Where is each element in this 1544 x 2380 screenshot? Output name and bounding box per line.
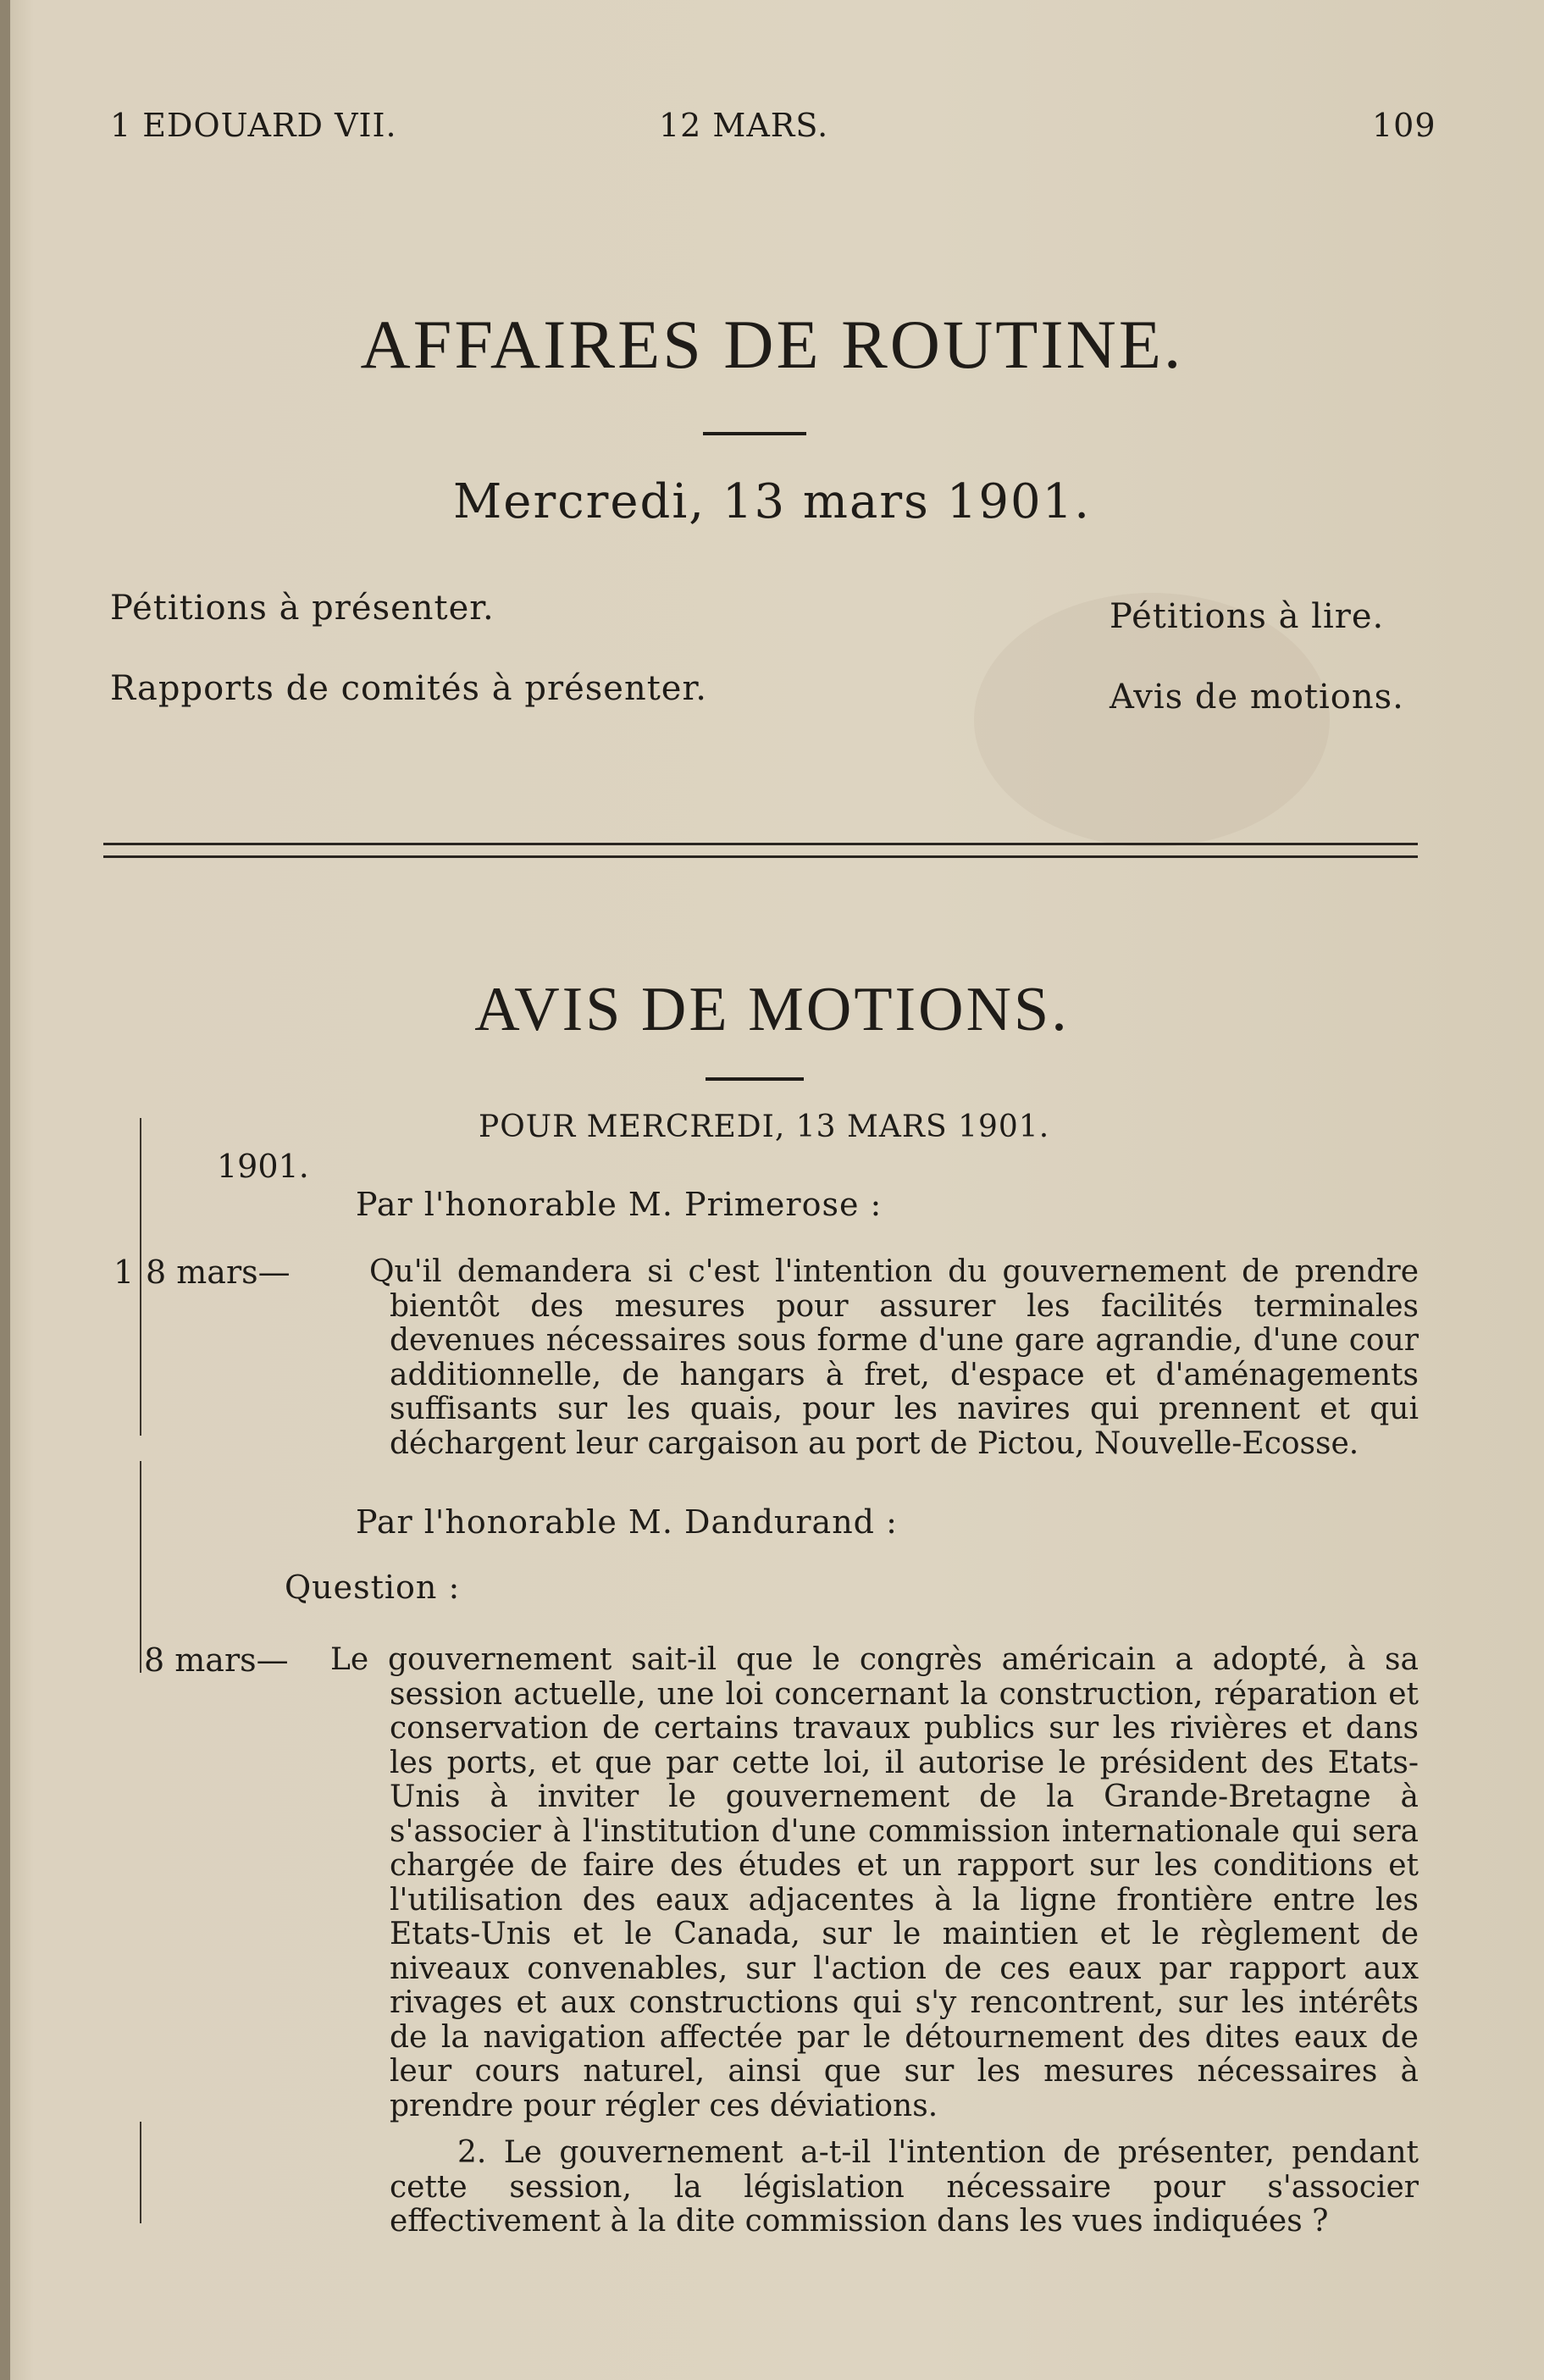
agenda-item-petitions-present: Pétitions à présenter. <box>110 589 495 628</box>
margin-year: 1901. <box>217 1148 309 1185</box>
section-rule <box>706 1077 804 1081</box>
motion-2-date: 8 mars— <box>144 1641 289 1679</box>
motion-2-question-label: Question : <box>285 1569 461 1606</box>
divider-rule-top <box>103 843 1418 845</box>
motion-date-subhead: POUR MERCREDI, 13 MARS 1901. <box>479 1110 1050 1144</box>
motion-2-paragraph-2: 2. Le gouvernement a-t-il l'intention de présenter, pendant cette session, la législation nécessaire pour s'associer effectivement à la dite commission dans les vues indiquées ? <box>390 2135 1419 2239</box>
margin-bracket-2 <box>140 1461 141 1673</box>
motion-2-byline: Par l'honorable M. Dandurand : <box>356 1503 898 1541</box>
motion-1-margin-number: 1 <box>113 1254 135 1291</box>
motion-1-byline: Par l'honorable M. Primerose : <box>356 1186 883 1223</box>
running-head-left: 1 EDOUARD VII. <box>110 107 397 144</box>
page-number: 109 <box>1372 107 1436 144</box>
margin-bracket-3 <box>140 2122 141 2223</box>
motion-1-date: 8 mars— <box>146 1254 291 1291</box>
margin-bracket-1 <box>140 1118 141 1436</box>
agenda-item-committee-reports: Rapports de comités à présenter. <box>110 669 707 708</box>
agenda-item-notices-of-motion: Avis de motions. <box>1110 678 1404 717</box>
page-title: AFFAIRES DE ROUTINE. <box>360 306 1184 383</box>
motion-1-text: Qu'il demandera si c'est l'intention du gouvernement de prendre bientôt des mesures pour assurer les facilités terminales devenues nécessaires sous forme d'une gare agrandie, d'une cour additionnelle, de hangars à fret, d'espace et d'aménagements suffisants sur les quais, pour les navires qui prennent et qui déchargent leur cargaison au port de Pictou, Nouvelle-Ecosse. <box>369 1254 1419 1461</box>
date-line: Mercredi, 13 mars 1901. <box>452 474 1092 529</box>
divider-rule-bottom <box>103 855 1418 858</box>
motion-2-text: Le gouvernement sait-il que le congrès américain a adopté, à sa session actuelle, une loi concernant la construction, réparation et conservation de certains travaux publics sur les rivières et dans les ports, et que par cette loi, il autorise le président des Etats-Unis à inviter le gouvernement de la Grande-Bretagne à s'associer à l'institution d'une commission internationale qui sera chargée de faire des études et un rapport sur les conditions et l'utilisation des eaux adjacentes à la ligne frontière entre les Etats-Unis et le Canada, sur le maintien et le règlement de niveaux convenables, sur l'action de ces eaux par rapport aux rivages et aux constructions qui s'y rencontrent, sur les intérêts de la navigation affectée par le détournement des dites eaux de leur cours naturel, ainsi que sur les mesures nécessaires à prendre pour régler ces déviations. <box>330 1642 1419 2123</box>
section-title: AVIS DE MOTIONS. <box>474 975 1070 1044</box>
title-rule <box>703 432 806 435</box>
running-head-center: 12 MARS. <box>659 107 829 144</box>
agenda-item-petitions-read: Pétitions à lire. <box>1110 597 1385 636</box>
